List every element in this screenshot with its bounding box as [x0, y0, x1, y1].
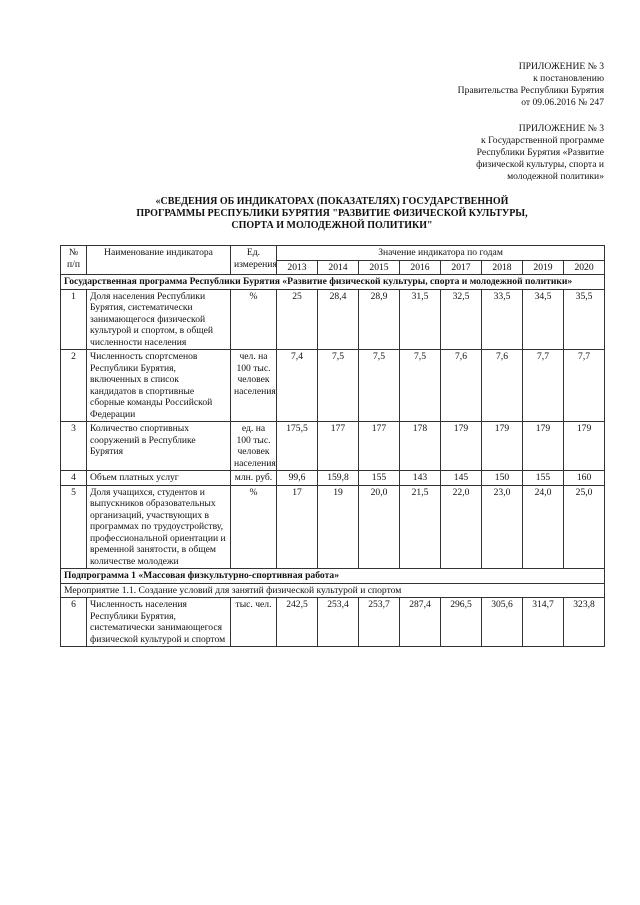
header-line: физической культуры, спорта и: [476, 159, 604, 170]
value-cell: 305,6: [482, 598, 523, 647]
indicator-name: Численность населения Республики Бурятия, систематически занимающегося физической культурой и спортом: [87, 598, 231, 647]
value-cell: 253,7: [359, 598, 400, 647]
unit-cell: тыс. чел.: [231, 598, 277, 647]
unit-cell: чел. на 100 тыс. человек населения: [231, 350, 277, 422]
header-line: от 09.06.2016 № 247: [521, 97, 604, 108]
col-header-num: № п/п: [61, 246, 87, 275]
value-cell: 159,8: [318, 471, 359, 486]
header-line: к Государственной программе: [481, 135, 604, 146]
title-line: ПРОГРАММЫ РЕСПУБЛИКИ БУРЯТИЯ "РАЗВИТИЕ ФИЗИЧЕСКОЙ КУЛЬТУРЫ,: [136, 208, 528, 219]
value-cell: 287,4: [400, 598, 441, 647]
section-subprogram-row: [61, 569, 605, 584]
value-cell: 28,4: [318, 289, 359, 350]
value-cell: 31,5: [400, 289, 441, 350]
value-cell: 143: [400, 471, 441, 486]
col-header-name: Наименование индикатора: [87, 246, 231, 275]
table-row: [61, 422, 605, 471]
row-number: 5: [61, 485, 87, 569]
value-cell: 155: [523, 471, 564, 486]
value-cell: 7,5: [359, 350, 400, 422]
value-cell: 23,0: [482, 485, 523, 569]
value-cell: 7,5: [400, 350, 441, 422]
value-cell: 25,0: [564, 485, 605, 569]
value-cell: 7,6: [441, 350, 482, 422]
value-cell: 7,7: [564, 350, 605, 422]
value-cell: 28,9: [359, 289, 400, 350]
value-cell: 179: [441, 422, 482, 471]
indicator-name: Объем платных услуг: [87, 471, 231, 486]
value-cell: 17: [277, 485, 318, 569]
value-cell: 19: [318, 485, 359, 569]
table-row: [61, 471, 605, 486]
value-cell: 155: [359, 471, 400, 486]
row-number: 3: [61, 422, 87, 471]
header-block-2: [476, 123, 604, 183]
row-number: 6: [61, 598, 87, 647]
value-cell: 296,5: [441, 598, 482, 647]
value-cell: 25: [277, 289, 318, 350]
value-cell: 22,0: [441, 485, 482, 569]
row-number: 2: [61, 350, 87, 422]
header-line: ПРИЛОЖЕНИЕ № 3: [518, 123, 604, 134]
indicator-name: Количество спортивных сооружений в Республике Бурятия: [87, 422, 231, 471]
value-cell: 7,6: [482, 350, 523, 422]
indicator-name: Численность спортсменов Республики Бурятия, включенных в список кандидатов в спортивные сборные команды Российской Федерации: [87, 350, 231, 422]
value-cell: 99,6: [277, 471, 318, 486]
value-cell: 24,0: [523, 485, 564, 569]
value-cell: 179: [523, 422, 564, 471]
value-cell: 160: [564, 471, 605, 486]
value-cell: 253,4: [318, 598, 359, 647]
indicators-table: [60, 245, 605, 647]
header-line: Правительства Республики Бурятия: [457, 85, 604, 96]
value-cell: 21,5: [400, 485, 441, 569]
unit-cell: ед. на 100 тыс. человек населения: [231, 422, 277, 471]
value-cell: 32,5: [441, 289, 482, 350]
year-header: 2014: [318, 260, 359, 275]
value-cell: 7,7: [523, 350, 564, 422]
year-header: 2013: [277, 260, 318, 275]
value-cell: 314,7: [523, 598, 564, 647]
year-header: 2017: [441, 260, 482, 275]
unit-cell: млн. руб.: [231, 471, 277, 486]
value-cell: 178: [400, 422, 441, 471]
unit-cell: %: [231, 289, 277, 350]
value-cell: 177: [359, 422, 400, 471]
row-number: 4: [61, 471, 87, 486]
table-row: [61, 350, 605, 422]
title-line: «СВЕДЕНИЯ ОБ ИНДИКАТОРАХ (ПОКАЗАТЕЛЯХ) ГОСУДАРСТВЕННОЙ: [155, 196, 509, 207]
measure: Мероприятие 1.1. Создание условий для занятий физической культурой и спортом: [61, 583, 605, 598]
header-line: к постановлению: [533, 73, 604, 84]
unit-cell: %: [231, 485, 277, 569]
value-cell: 20,0: [359, 485, 400, 569]
value-cell: 7,4: [277, 350, 318, 422]
row-number: 1: [61, 289, 87, 350]
value-cell: 175,5: [277, 422, 318, 471]
year-header: 2020: [564, 260, 605, 275]
value-cell: 242,5: [277, 598, 318, 647]
value-cell: 150: [482, 471, 523, 486]
section-program-row: [61, 275, 605, 290]
value-cell: 145: [441, 471, 482, 486]
header-line: молодежной политики»: [507, 171, 604, 182]
value-cell: 179: [564, 422, 605, 471]
header-line: ПРИЛОЖЕНИЕ № 3: [518, 61, 604, 72]
year-header: 2015: [359, 260, 400, 275]
value-cell: 33,5: [482, 289, 523, 350]
measure-row: [61, 583, 605, 598]
col-header-values: Значение индикатора по годам: [277, 246, 605, 261]
value-cell: 323,8: [564, 598, 605, 647]
value-cell: 179: [482, 422, 523, 471]
year-header: 2018: [482, 260, 523, 275]
header-line: Республики Бурятия «Развитие: [476, 147, 604, 158]
table-row: [61, 598, 605, 647]
value-cell: 35,5: [564, 289, 605, 350]
indicator-name: Доля учащихся, студентов и выпускников образовательных организаций, участвующих в программах по трудоустройству, профессиональной ориентации и временной занятости, в общем количестве молодежи: [87, 485, 231, 569]
indicator-name: Доля населения Республики Бурятия, систематически занимающегося физической культурой и спортом, в общей численности населения: [87, 289, 231, 350]
year-header: 2019: [523, 260, 564, 275]
year-header: 2016: [400, 260, 441, 275]
table-row: [61, 289, 605, 350]
section-subprogram: Подпрограмма 1 «Массовая физкультурно-спортивная работа»: [61, 569, 605, 584]
header-block-1: [458, 61, 604, 109]
value-cell: 34,5: [523, 289, 564, 350]
document-title: [60, 196, 604, 232]
col-header-unit: Ед. измерения: [231, 246, 277, 275]
value-cell: 177: [318, 422, 359, 471]
title-line: СПОРТА И МОЛОДЕЖНОЙ ПОЛИТИКИ": [231, 220, 433, 231]
section-program: Государственная программа Республики Бурятия «Развитие физической культуры, спорта и молодежной политики»: [61, 275, 605, 290]
value-cell: 7,5: [318, 350, 359, 422]
table-row: [61, 485, 605, 569]
